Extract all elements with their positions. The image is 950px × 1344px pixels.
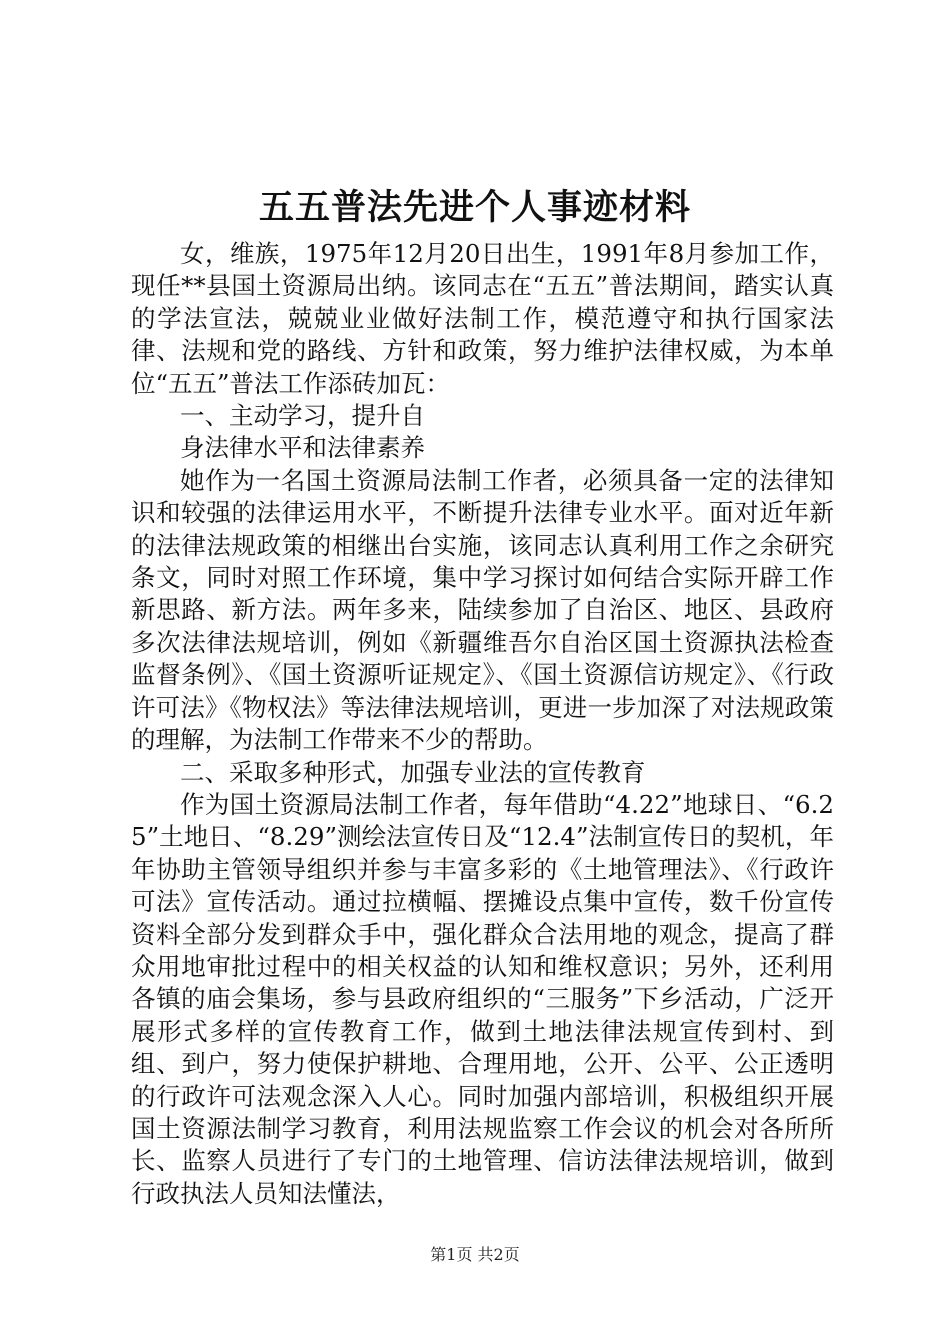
section-heading-1b: 身法律水平和法律素养 — [180, 433, 425, 463]
document-title: 五五普法先进个人事迹材料 — [258, 187, 691, 228]
document-body — [131, 238, 834, 1210]
section-heading-2: 二、采取多种形式，加强专业法的宣传教育 — [180, 757, 646, 787]
section-heading-1a: 一、主动学习，提升自 — [180, 401, 425, 431]
section-1-paragraph: 她作为一名国土资源局法制工作者，必须具备一定的法律知识和较强的法律运用水平，不断提升法律专业水平。面对近年新的法律法规政策的相继出台实施，该同志认真利用工作之余研究条文，同时对照工作环境，集中学习探讨如何结合实际开辟工作新思路、新方法。两年多来，陆续参加了自治区、地区、县政府多次法律法规培训，例如《新疆维吾尔自治区国土资源执法检查监督条例》、《国土资源听证规定》、《国土资源信访规定》、《行政许可法》《物权法》等法律法规培训，更进一步加深了对法规政策的理解，为法制工作带来不少的帮助。 — [131, 465, 834, 755]
section-2-paragraph: 作为国土资源局法制工作者，每年借助“4.22”地球日、“6.25”土地日、“8.29”测绘法宣传日及“12.4”法制宣传日的契机，年年协助主管领导组织并参与丰富多彩的《土地管理法》、《行政许可法》宣传活动。通过拉横幅、摆摊设点集中宣传，数千份宣传资料全部分发到群众手中，强化群众合法用地的观念，提高了群众用地审批过程中的相关权益的认知和维权意识；另外，还利用各镇的庙会集场，参与县政府组织的“三服务”下乡活动，广泛开展形式多样的宣传教育工作，做到土地法律法规宣传到村、到组、到户，努力使保护耕地、合理用地，公开、公平、公正透明的行政许可法观念深入人心。同时加强内部培训，积极组织开展国土资源法制学习教育，利用法规监察工作会议的机会对各所所长、监察人员进行了专门的土地管理、信访法律法规培训，做到行政执法人员知法懂法， — [131, 789, 834, 1208]
intro-paragraph: 女，维族，1975年12月20日出生，1991年8月参加工作，现任**县国土资源局出纳。该同志在“五五”普法期间，踏实认真的学法宣法，兢兢业业做好法制工作，模范遵守和执行国家法律、法规和党的路线、方针和政策，努力维护法律权威，为本单位“五五”普法工作添砖加瓦： — [131, 239, 834, 398]
page-number-footer: 第1页 共2页 — [430, 1245, 520, 1264]
